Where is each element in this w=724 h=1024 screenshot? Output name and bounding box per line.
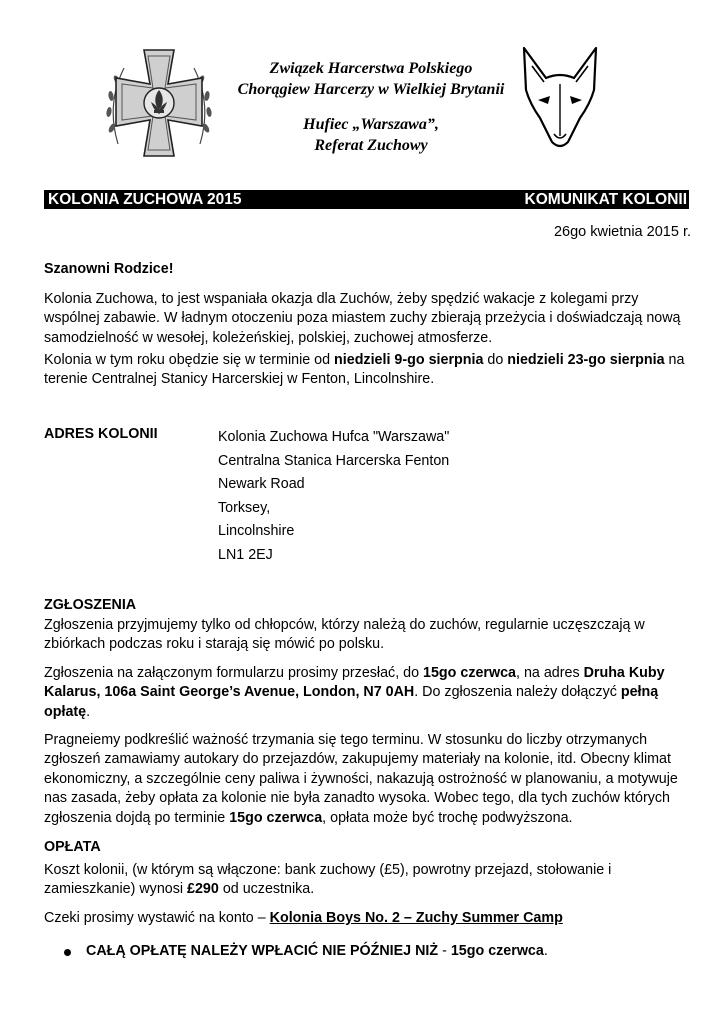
intro-paragraph: Kolonia Zuchowa, to jest wspaniała okazja dla Zuchów, żeby spędzić wakacje z kolegami przy wspólnej zabawie. W ładnym otoczeniu poza miastem zuchy zbierają przeżycia i doświadczają nową samodzielność w wesołej, koleżeńskiej, polskiej, zuchowej atmosferze. xyxy=(44,291,681,346)
address-line: Centralna Stanica Harcerska Fenton xyxy=(218,452,450,469)
bullet-icon xyxy=(64,949,71,956)
letter-date: 26go kwietnia 2015 r. xyxy=(553,224,691,240)
organization-header xyxy=(226,58,516,156)
end-date: niedzieli 23-go sierpnia xyxy=(507,352,665,368)
oplata-paragraph-2: Czeki prosimy wystawić na konto – Kolonia Boys No. 2 – Zuchy Summer Camp xyxy=(44,910,563,926)
title-right: KOMUNIKAT KOLONII xyxy=(524,191,687,208)
org-line-4: Referat Zuchowy xyxy=(314,137,428,154)
address-line: LN1 2EJ xyxy=(218,546,273,563)
org-line-3: Hufiec „Warszawa”, xyxy=(303,116,439,133)
address-line: Lincolnshire xyxy=(218,523,295,540)
fee-amount: £290 xyxy=(187,881,219,898)
document-page: Związek Harcerstwa Polskiego Chorągiew Harcerzy w Wielkiej Brytanii Hufiec „Warszawa”, Referat Zuchowy KOLONIA ZUCHOWA 2015 KOMUNIKAT KOLONII 26go kwietnia 2015 r. Szanowni Rodzice! Kolonia Zuchowa, to jest wspaniała okazja dla Zuchów, żeby spędzić wakacje z kolegami przy wspólnej zabawie. W ładnym otoczeniu poza miastem zuchy zbierają przeżycia i doświadczają nową samodzielność w wesołej, koleżeńskiej, polskiej, zuchowej atmosferze. Kolonia w tym roku obędzie się w terminie od niedzieli 9-go sierpnia do niedzieli 23-go sierpnia na terenie Centralnej Stanicy Harcerskiej w Fenton, Lincolnshire. ADRES KOLONII Kolonia Zuchowa Hufca "Warszawa" Centralna Stanica Harcerska Fenton Newark Road Torksey, Lincolnshire LN1 2EJ ZGŁOSZENIA Zgłoszenia przyjmujemy tylko od chłopców, którzy należą do zuchów, regularnie uczęszczają w zbiórkach podczas roku i starają się mówić po polsku. Zgłoszenia na załączonym formularzu prosimy przesłać, do 15go czerwca, na adres Druha Kuby Kalarus, 106a Saint George’s Avenue, London, N7 0AH. Do zgłoszenia należy dołączyć pełną opłatę. Pragneiemy podkreślić ważność trzymania się tego terminu. W stosunku do liczby otrzymanych zgłoszeń zamawiamy autokary do przejazdów, zakupujemy materiały na kolonie, itd. Obecny klimat ekonomiczny, a szczególnie ceny paliwa i żywności, nakazują ostrożność w planowaniu, a motywuje nas zasada, żeby opłata za kolonie nie była zanadto wysoka. Wobec tego, dla tych zuchów których zgłoszenia dojdą po terminie 15go czerwca, opłata może być trochę podwyższona. OPŁATA Koszt kolonii, (w którym są włączone: bank zuchowy (£5), powrotny przejazd, stołowanie i zamieszkanie) wynosi £290 od uczestnika. Czeki prosimy wystawić na konto – Kolonia Boys No. 2 – Zuchy Summer Camp CAŁĄ OPŁATĘ NALEŻY WPŁACIĆ NIE PÓŹNIEJ NIŻ - 15go czerwca. xyxy=(0,0,724,1024)
section-heading-oplata: OPŁATA xyxy=(44,839,101,855)
wolf-head-logo xyxy=(518,44,602,152)
section-heading-zgloszenia: ZGŁOSZENIA xyxy=(44,597,137,613)
oplata-paragraph-1: Koszt kolonii, (w którym są włączone: bank zuchowy (£5), powrotny przejazd, stołowanie i zamieszkanie) wynosi £290 od uczestnika. xyxy=(44,862,612,898)
zgloszenia-paragraph-2: Zgłoszenia na załączonym formularzu prosimy przesłać, do 15go czerwca, na adres Druha Kuby Kalarus, 106a Saint George’s Avenue, London, N7 0AH. Do zgłoszenia należy dołączyć pełną opłatę. xyxy=(44,665,665,720)
mailing-address: Druha Kuby Kalarus, 106a Saint George’s Avenue, London, N7 0AH xyxy=(44,665,665,701)
zgloszenia-paragraph-1: Zgłoszenia przyjmujemy tylko od chłopców, którzy należą do zuchów, regularnie uczęszczają w zbiórkach podczas roku i starają się mówić po polsku. xyxy=(44,617,645,653)
address-line: Kolonia Zuchowa Hufca "Warszawa" xyxy=(218,429,450,445)
address-label: ADRES KOLONII xyxy=(44,426,158,442)
address-line: Newark Road xyxy=(218,476,305,493)
org-line-2: Chorągiew Harcerzy w Wielkiej Brytanii xyxy=(237,81,505,98)
account-name: Kolonia Boys No. 2 – Zuchy Summer Camp xyxy=(269,910,563,926)
title-left: KOLONIA ZUCHOWA 2015 xyxy=(48,191,242,208)
title-bar xyxy=(44,190,689,209)
zgloszenia-paragraph-3: Pragneiemy podkreślić ważność trzymania się tego terminu. W stosunku do liczby otrzymanych zgłoszeń zamawiamy autokary do przejazdów, zakupujemy materiały na kolonie, itd. Obecny klimat ekonomiczny, a szczególnie ceny paliwa i żywności, nakazują ostrożność w planowaniu, a motywuje nas zasada, żeby opłata za kolonie nie była zanadto wysoka. Wobec tego, dla tych zuchów których zgłoszenia dojdą po terminie 15go czerwca, opłata może być trochę podwyższona. xyxy=(44,732,678,826)
address-line: Torksey, xyxy=(218,499,271,516)
scout-cross-logo xyxy=(98,44,220,162)
address-block xyxy=(218,426,449,568)
start-date: niedzieli 9-go sierpnia xyxy=(334,352,484,368)
org-line-1: Związek Harcerstwa Polskiego xyxy=(269,60,473,77)
greeting: Szanowni Rodzice! xyxy=(44,261,174,277)
dates-paragraph: Kolonia w tym roku obędzie się w terminie od niedzieli 9-go sierpnia do niedzieli 23-go sierpnia na terenie Centralnej Stanicy Harcerskiej w Fenton, Lincolnshire. xyxy=(44,352,685,388)
